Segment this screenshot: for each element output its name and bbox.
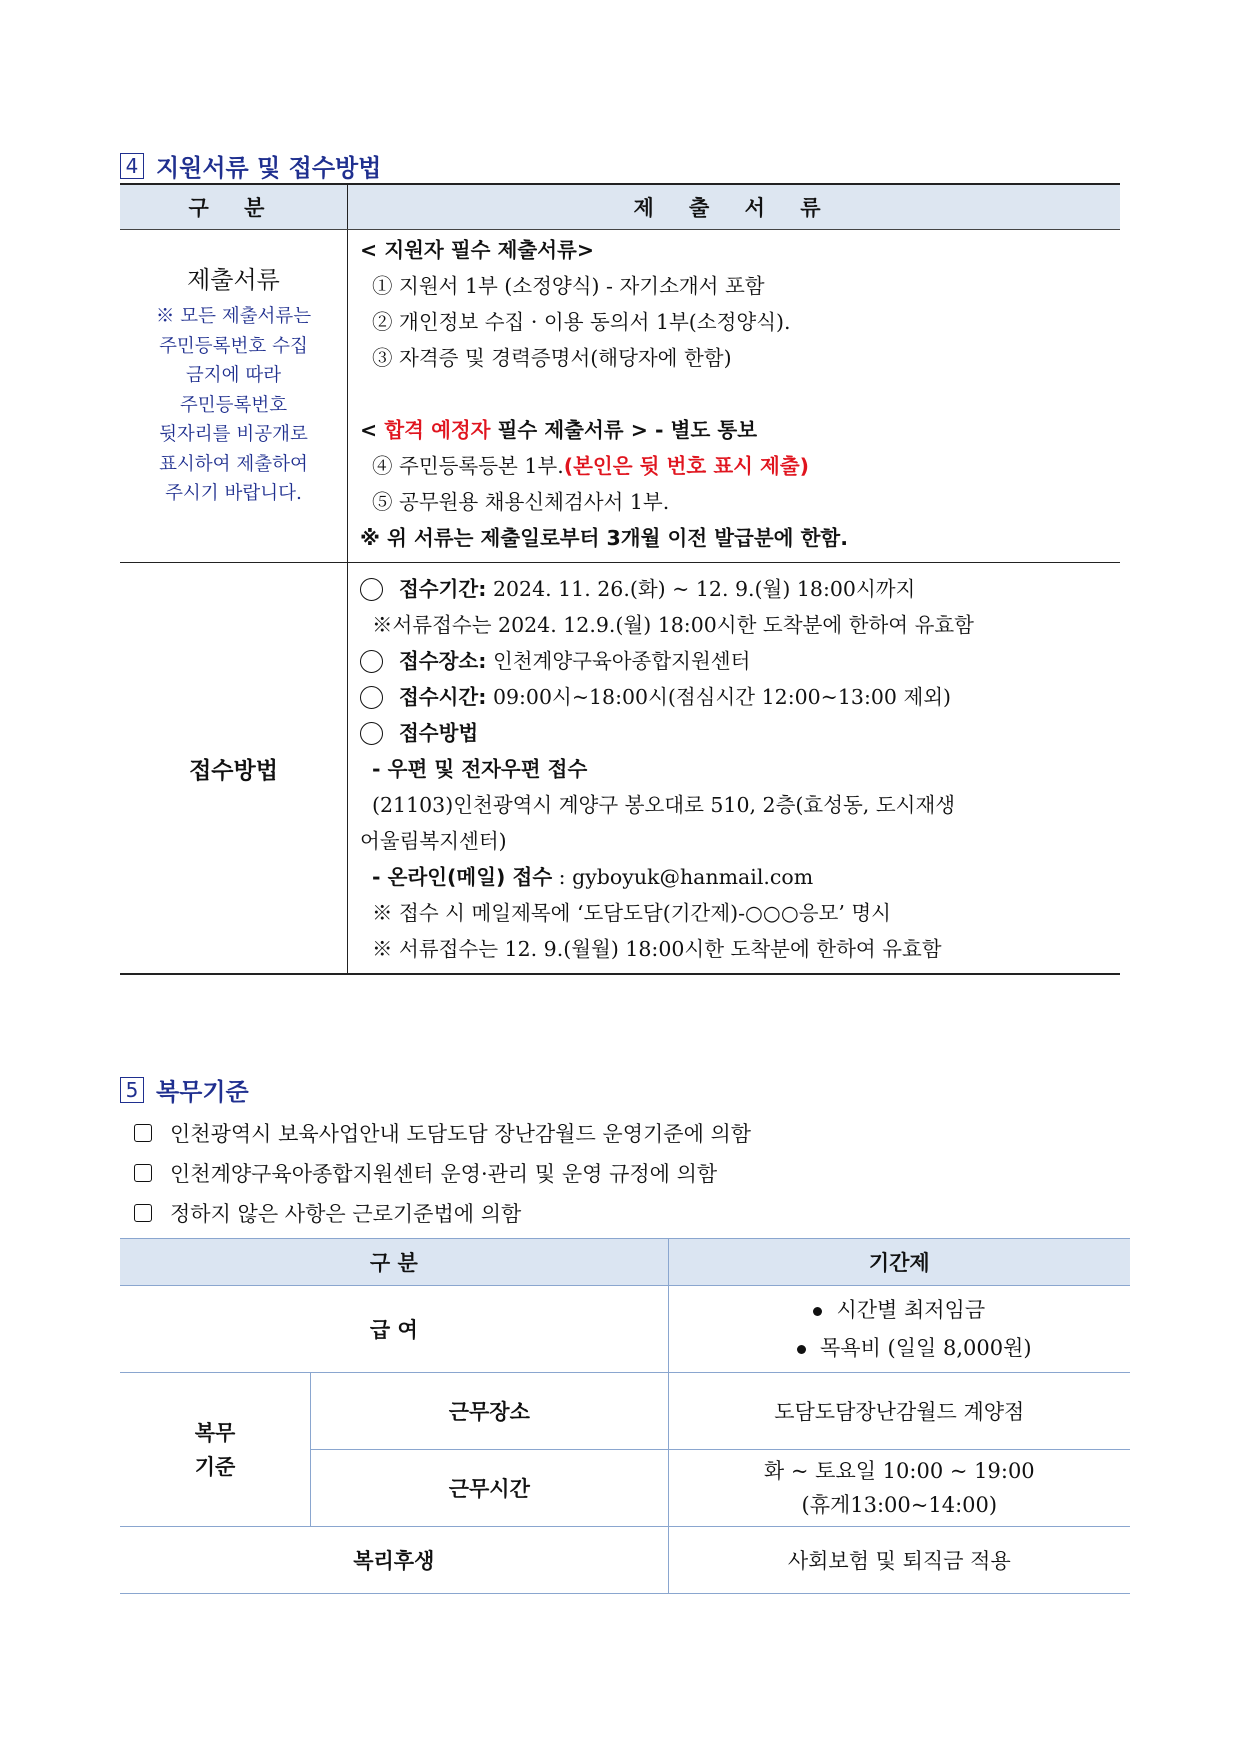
row-label: 접수방법 bbox=[189, 757, 278, 784]
pass-header bbox=[360, 412, 1110, 448]
pay-item: 시간별 최저임금 bbox=[836, 1298, 986, 1322]
circle-bullet-icon bbox=[360, 722, 383, 745]
break-value: (휴게13:00~14:00) bbox=[801, 1493, 998, 1517]
checkbox-icon bbox=[134, 1164, 152, 1182]
section-title-text: 복무기준 bbox=[156, 1078, 249, 1106]
section-number-box: 4 bbox=[120, 153, 144, 179]
list-item bbox=[360, 448, 1110, 484]
duty-label bbox=[120, 1373, 311, 1527]
time-line bbox=[360, 679, 1110, 715]
text-red: 합격 예정자 bbox=[384, 418, 491, 442]
check-text: 인천광역시 보육사업안내 도담도담 장난감월드 운영기준에 의함 bbox=[170, 1122, 752, 1146]
table-row bbox=[120, 563, 1120, 975]
required-header: < 지원자 필수 제출서류> bbox=[360, 238, 594, 262]
note-line: ※ 모든 제출서류는 bbox=[155, 306, 312, 327]
note-line: 주민등록번호 bbox=[179, 394, 288, 416]
note-line: 주민등록번호 수집 bbox=[159, 335, 308, 357]
deadline-note: ※ 서류접수는 12. 9.(월월) 18:00시한 도착분에 한하여 유효함 bbox=[372, 937, 942, 961]
list-item: ② 개인정보 수집 · 이용 동의서 1부(소정양식). bbox=[372, 310, 791, 334]
place-label: 근무장소 bbox=[311, 1373, 669, 1450]
text: < bbox=[360, 418, 385, 442]
list-item bbox=[669, 1329, 1130, 1367]
welfare-value: 사회보험 및 퇴직금 적용 bbox=[668, 1527, 1130, 1594]
list-item: ① 지원서 1부 (소정양식) - 자기소개서 포함 bbox=[372, 274, 765, 298]
row-label: 제출서류 bbox=[187, 266, 280, 294]
list-item bbox=[669, 1291, 1130, 1329]
header-contract: 기간제 bbox=[668, 1239, 1130, 1286]
hours-value-cell bbox=[668, 1450, 1130, 1527]
mail-note: ※ 접수 시 메일제목에 ‘도담도담(기간제)-○○○응모’ 명시 bbox=[372, 901, 891, 925]
post-label: - 우편 및 전자우편 접수 bbox=[372, 757, 588, 781]
hours-label: 근무시간 bbox=[311, 1450, 669, 1527]
duty-label-line: 기준 bbox=[194, 1454, 236, 1479]
application-documents-table bbox=[120, 183, 1120, 975]
address-line: (21103)인천광역시 계양구 봉오대로 510, 2층(효성동, 도시재생 bbox=[372, 793, 956, 817]
label: 접수기간: bbox=[399, 577, 487, 601]
bullet-icon bbox=[797, 1345, 806, 1354]
header-category: 구 분 bbox=[120, 1239, 668, 1286]
label: 접수장소: bbox=[399, 649, 487, 673]
note-line: 주시기 바랍니다. bbox=[165, 483, 302, 504]
note-line: 금지에 따라 bbox=[185, 365, 282, 386]
pay-value-cell bbox=[668, 1286, 1130, 1373]
header-category: 구 분 bbox=[120, 184, 348, 230]
online-line bbox=[360, 859, 1110, 895]
check-text: 정하지 않은 사항은 근로기준법에 의함 bbox=[170, 1202, 522, 1226]
pay-item: 목욕비 (일일 8,000원) bbox=[820, 1336, 1032, 1360]
table-row bbox=[120, 1527, 1130, 1594]
section-4-title bbox=[120, 148, 381, 183]
value: 인천계양구육아종합지원센터 bbox=[486, 649, 751, 673]
documents-cell bbox=[348, 230, 1121, 563]
circle-bullet-icon bbox=[360, 578, 383, 601]
checklist-item bbox=[134, 1198, 521, 1228]
place-line bbox=[360, 643, 1110, 679]
label: 접수시간: bbox=[399, 685, 487, 709]
section-number-box: 5 bbox=[120, 1077, 144, 1103]
header-documents: 제 출 서 류 bbox=[348, 184, 1121, 230]
value: 09:00시~18:00시(점심시간 12:00~13:00 제외) bbox=[486, 685, 952, 709]
bullet-icon bbox=[813, 1307, 822, 1316]
list-item: ⑤ 공무원용 채용신체검사서 1부. bbox=[372, 490, 670, 514]
row-label-cell bbox=[120, 563, 348, 975]
service-standards-table bbox=[120, 1238, 1130, 1594]
table-row bbox=[120, 1373, 1130, 1450]
note-line: 뒷자리를 비공개로 bbox=[159, 424, 308, 445]
text-red: (본인은 뒷 번호 표시 제출) bbox=[563, 454, 810, 478]
checkbox-icon bbox=[134, 1124, 152, 1142]
section-title-text: 지원서류 및 접수방법 bbox=[156, 154, 382, 182]
list-item: ③ 자격증 및 경력증명서(해당자에 한함) bbox=[372, 346, 732, 370]
table-row bbox=[120, 1286, 1130, 1373]
hours-value: 화 ~ 토요일 10:00 ~ 19:00 bbox=[763, 1459, 1035, 1483]
section-5-title bbox=[120, 1072, 249, 1107]
text: ④ 주민등록등본 1부. bbox=[372, 454, 564, 478]
period-line bbox=[360, 571, 1110, 607]
duty-label-line: 복무 bbox=[194, 1420, 236, 1445]
circle-bullet-icon bbox=[360, 686, 383, 709]
text: 필수 제출서류 > - 별도 통보 bbox=[490, 418, 758, 442]
checkbox-icon bbox=[134, 1204, 152, 1222]
privacy-note bbox=[120, 302, 347, 509]
place-value: 도담도담장난감월드 계양점 bbox=[668, 1373, 1130, 1450]
pass-note: ※ 위 서류는 제출일로부터 3개월 이전 발급분에 한함. bbox=[360, 526, 848, 550]
checklist-item bbox=[134, 1118, 751, 1148]
table-row bbox=[120, 230, 1120, 563]
address-line: 어울림복지센터) bbox=[360, 829, 507, 853]
label: - 온라인(메일) 접수 bbox=[372, 865, 553, 889]
row-label-cell bbox=[120, 230, 348, 563]
method-line bbox=[360, 715, 1110, 751]
checklist-item bbox=[134, 1158, 717, 1188]
method-cell bbox=[348, 563, 1121, 975]
check-text: 인천계양구육아종합지원센터 운영·관리 및 운영 규정에 의함 bbox=[170, 1162, 718, 1186]
label: 접수방법 bbox=[399, 721, 479, 745]
period-note: ※서류접수는 2024. 12.9.(월) 18:00시한 도착분에 한하여 유효함 bbox=[372, 613, 974, 637]
note-line: 표시하여 제출하여 bbox=[159, 453, 308, 475]
welfare-label: 복리후생 bbox=[120, 1527, 668, 1594]
pay-label: 급 여 bbox=[120, 1286, 668, 1373]
email: : gyboyuk@hanmail.com bbox=[552, 865, 814, 889]
circle-bullet-icon bbox=[360, 650, 383, 673]
value: 2024. 11. 26.(화) ~ 12. 9.(월) 18:00시까지 bbox=[486, 577, 916, 601]
